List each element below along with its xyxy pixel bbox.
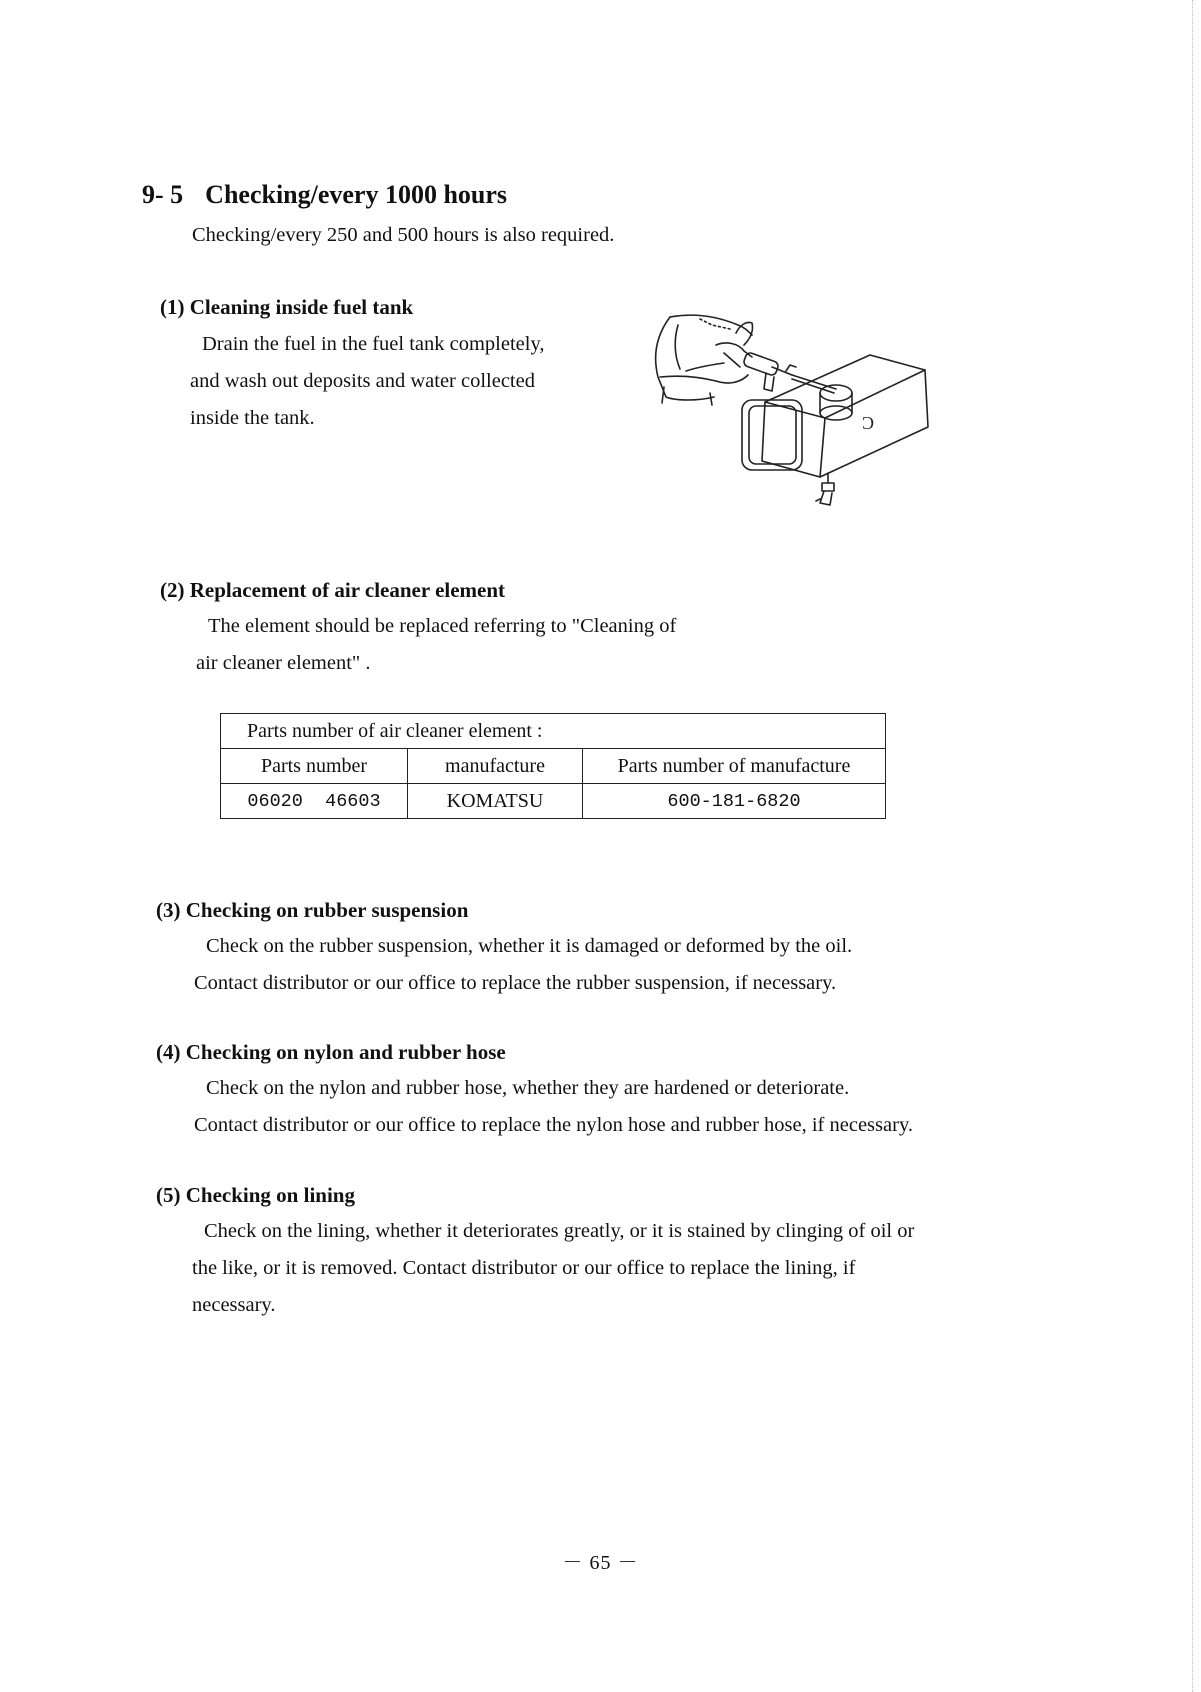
item-1-line-1: Drain the fuel in the fuel tank completely, [202, 333, 545, 355]
parts-table-cell-manufacture: KOMATSU [408, 784, 583, 819]
item-1-number: (1) [160, 295, 185, 319]
item-2-line-2: air cleaner element" . [196, 652, 371, 674]
item-1-title: Cleaning inside fuel tank [189, 295, 414, 319]
fuel-tank-cleaning-illustration [640, 305, 1015, 540]
item-3-title: Checking on rubber suspension [185, 898, 469, 922]
item-1-heading [160, 295, 413, 320]
section-number: 9- 5 [142, 180, 184, 209]
parts-table-caption: Parts number of air cleaner element : [221, 714, 886, 749]
item-1-line-2: and wash out deposits and water collected [190, 370, 535, 392]
page-edge [1192, 0, 1193, 1692]
item-4-title: Checking on nylon and rubber hose [185, 1040, 506, 1064]
arm-sleeve-icon [656, 315, 752, 405]
section-note: Checking/every 250 and 500 hours is also required. [192, 224, 615, 246]
section-title-text: Checking/every 1000 hours [205, 180, 508, 209]
item-4-number: (4) [156, 1040, 181, 1064]
item-5-line-1: Check on the lining, whether it deteriorates greatly, or it is stained by clinging of oil or [204, 1220, 915, 1242]
spray-gun-icon [743, 352, 836, 393]
page-number: － 65 － [562, 1552, 639, 1574]
item-2-line-1: The element should be replaced referring to "Cleaning of [208, 615, 677, 637]
section-title [142, 180, 507, 210]
hand-icon [716, 322, 753, 383]
parts-table-cell-parts-number: 06020 46603 [221, 784, 408, 819]
tank-mark: Ɔ [862, 413, 875, 433]
item-5-line-3: necessary. [192, 1294, 276, 1316]
item-5-heading [156, 1183, 355, 1208]
item-3-number: (3) [156, 898, 181, 922]
item-4-heading [156, 1040, 506, 1065]
item-3-line-1: Check on the rubber suspension, whether it is damaged or deformed by the oil. [206, 935, 853, 957]
item-2-heading [160, 578, 505, 603]
parts-table-cell-manufacture-parts-number: 600-181-6820 [583, 784, 886, 819]
fuel-tank-icon [742, 355, 928, 477]
parts-table [220, 713, 886, 819]
item-4-line-2: Contact distributor or our office to replace the nylon hose and rubber hose, if necessary. [194, 1114, 913, 1136]
parts-table-header-parts-number: Parts number [221, 749, 408, 784]
parts-table-header-manufacture: manufacture [408, 749, 583, 784]
table-row [221, 784, 886, 819]
item-5-line-2: the like, or it is removed. Contact distributor or our office to replace the lining, if [192, 1257, 856, 1279]
item-5-number: (5) [156, 1183, 181, 1207]
item-3-line-2: Contact distributor or our office to replace the rubber suspension, if necessary. [194, 972, 837, 994]
item-2-number: (2) [160, 578, 185, 602]
item-1-line-3: inside the tank. [190, 407, 315, 429]
parts-table-header-manufacture-parts-number: Parts number of manufacture [583, 749, 886, 784]
item-5-title: Checking on lining [185, 1183, 355, 1207]
drain-cock-icon [816, 473, 834, 505]
parts-table-caption-row [221, 714, 886, 749]
item-4-line-1: Check on the nylon and rubber hose, whether they are hardened or deteriorate. [206, 1077, 850, 1099]
item-3-heading [156, 898, 468, 923]
parts-table-header-row [221, 749, 886, 784]
item-2-title: Replacement of air cleaner element [189, 578, 506, 602]
